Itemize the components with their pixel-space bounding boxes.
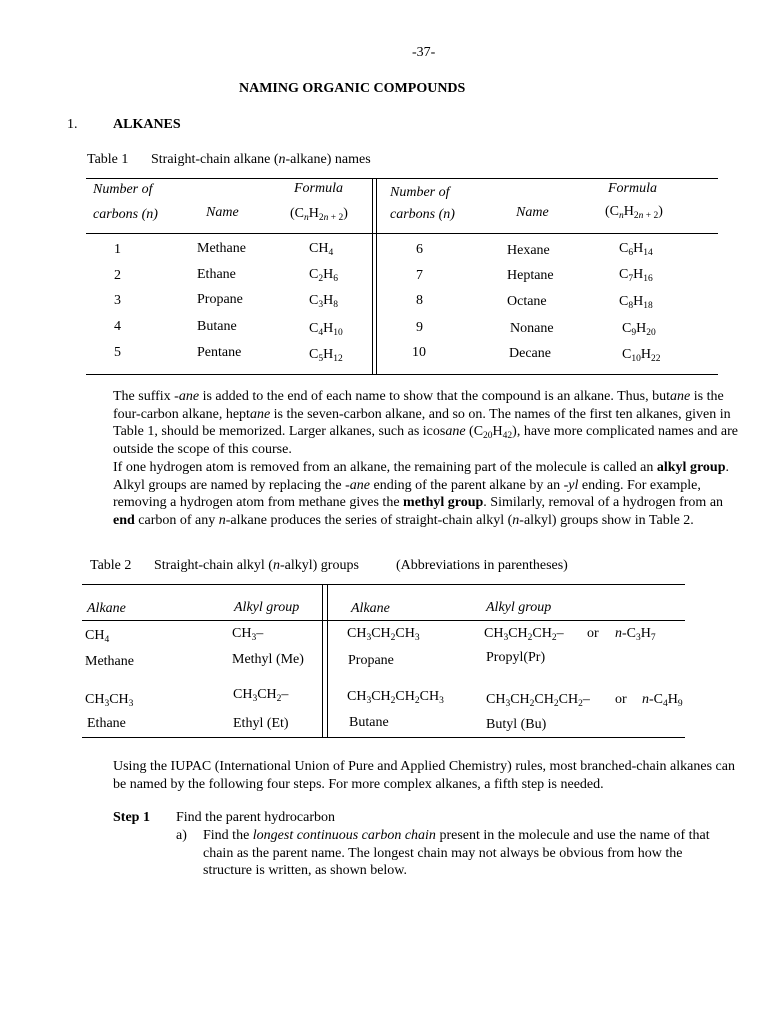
t1-n: 4	[114, 319, 121, 334]
t1-name: Octane	[507, 294, 547, 309]
table1-bottom-rule	[86, 374, 718, 375]
t2-methyl-name: Methyl (Me)	[232, 652, 304, 667]
t1-name: Propane	[197, 292, 243, 307]
table1-divider-2	[376, 178, 377, 374]
t1-name: Hexane	[507, 243, 550, 258]
section-title: ALKANES	[113, 117, 181, 132]
t1-head-name-r: Name	[516, 205, 549, 220]
t1-name: Heptane	[507, 268, 554, 283]
t2-propane-name: Propane	[348, 653, 394, 668]
t1-name: Methane	[197, 241, 246, 256]
t1-formula: $CH_4$	[309, 241, 334, 258]
t2-propyl-alt: $n-C_3H_7$	[615, 626, 656, 643]
alkane-suffix-paragraph: The suffix -ane is added to the end of each name to show that the compound is an alkane. Thus, butane is the four-carbon alkane, heptane is the seven-carbon alkane, and so on. The names of the first ten alkanes, given in Table 1, should be memorized. Larger alkanes, such as icosane $(C_{20}H_{42})$, have more complicated names and are outside the scope of this course.	[113, 389, 739, 458]
t2-head-alkane-r: Alkane	[351, 601, 390, 616]
table2-bottom-rule	[82, 737, 685, 738]
t1-formula: $C_7H_{16}$	[619, 267, 653, 284]
t1-name: Decane	[509, 346, 551, 361]
table2-caption-n: n	[272, 558, 280, 573]
table2-caption-label: Table 2	[90, 558, 132, 573]
t1-formula: $C_8H_{18}$	[619, 294, 653, 311]
t1-formula: $C_9H_{20}$	[622, 321, 656, 338]
t2-head-alkane-l: Alkane	[87, 601, 126, 616]
table1-caption	[151, 152, 371, 168]
t1-name: Ethane	[197, 267, 236, 282]
t2-butyl-alt: $n-C_4H_9$	[642, 692, 683, 709]
t2-methane-formula: $CH_4$	[85, 628, 110, 645]
t1-name: Pentane	[197, 345, 242, 360]
t1-formula: $C_4H_{10}$	[309, 321, 343, 338]
t1-n: 6	[416, 242, 423, 257]
t1-name: Butane	[197, 319, 237, 334]
t2-propyl-name: Propyl(Pr)	[486, 650, 546, 665]
iupac-paragraph: Using the IUPAC (International Union of Pure and Applied Chemistry) rules, most branched-chain alkanes can be named by the following four steps. For more complex alkanes, a fifth step is needed.	[113, 759, 735, 792]
table2-caption-pre: Straight-chain alkyl (	[154, 558, 273, 573]
t1-formula: $C_6H_{14}$	[619, 241, 653, 258]
t1-n: 3	[114, 293, 121, 308]
table2-divider-1	[322, 584, 323, 737]
t1-n: 5	[114, 345, 121, 360]
table2-caption-post: -alkyl) groups	[279, 558, 359, 573]
step1-text: Find the parent hydrocarbon	[176, 810, 336, 825]
table1-caption-post: -alkane) names	[285, 152, 371, 167]
t2-ethane-formula: $CH_3CH_3$	[85, 692, 134, 709]
table2-divider-2	[327, 584, 328, 737]
t2-butyl-name: Butyl (Bu)	[486, 717, 547, 732]
step1a-text: Find the longest continuous carbon chain present in the molecule and use the name of that chain as the parent name. The longest chain may not always be obvious from how the structure is written, as shown below.	[203, 828, 710, 879]
t2-head-alkyl-l: Alkyl group	[234, 600, 300, 615]
step1a-label: a)	[176, 828, 187, 843]
t1-head-name-l: Name	[206, 205, 239, 220]
table2-caption	[154, 558, 359, 574]
t1-formula: $C_{10}H_{22}$	[622, 347, 661, 364]
body-paragraph-1	[113, 388, 738, 530]
t1-formula: $C_3H_8$	[309, 293, 338, 310]
t2-butyl-or: or	[615, 692, 627, 707]
t2-butane-formula: $CH_3CH_2CH_2CH_3$	[347, 689, 444, 706]
t1-n: 8	[416, 293, 423, 308]
t2-methyl-formula: $CH_3-$	[232, 626, 264, 643]
t2-ethane-name: Ethane	[87, 716, 126, 731]
t1-head-formula-r: Formula	[608, 181, 657, 196]
t1-head-formula-l: Formula	[294, 181, 343, 196]
t1-head-general-formula-r: $(C_nH_{2n + 2})$	[605, 204, 663, 221]
t2-methane-name: Methane	[85, 654, 134, 669]
t2-butyl-formula: $CH_3CH_2CH_2CH_2-$	[486, 692, 590, 709]
t1-formula: $C_5H_{12}$	[309, 347, 343, 364]
t2-ethyl-formula: $CH_3CH_2-$	[233, 687, 289, 704]
table1-caption-label: Table 1	[87, 152, 129, 167]
page-number: -37-	[412, 45, 436, 60]
t2-ethyl-name: Ethyl (Et)	[233, 716, 289, 731]
t1-n: 2	[114, 268, 121, 283]
t2-butane-name: Butane	[349, 715, 389, 730]
table2-caption-note: (Abbreviations in parentheses)	[396, 558, 568, 573]
t1-head-num-l2: carbons (n)	[93, 207, 158, 222]
section-number: 1.	[67, 117, 78, 132]
t1-n: 7	[416, 268, 423, 283]
step1-label: Step 1	[113, 810, 150, 825]
alkyl-group-paragraph: If one hydrogen atom is removed from an alkane, the remaining part of the molecule is called an alkyl group. Alkyl groups are named by replacing the -ane ending of the parent alkane by an -yl ending. For example, removing a hydrogen atom from methane gives the methyl group. Similarly, removal of a hydrogen from an end carbon of any n-alkane produces the series of straight-chain alkyl (n-alkyl) groups show in Table 2.	[113, 459, 729, 528]
t2-propane-formula: $CH_3CH_2CH_3$	[347, 626, 420, 643]
table2-top-rule	[82, 584, 685, 585]
t2-head-alkyl-r: Alkyl group	[486, 600, 552, 615]
t1-n: 10	[412, 345, 426, 360]
t1-n: 1	[114, 242, 121, 257]
t1-head-num-r1: Number of	[390, 185, 450, 200]
table1-caption-n: n	[278, 152, 286, 167]
t1-head-num-r2: carbons (n)	[390, 207, 455, 222]
t1-head-num-l1: Number of	[93, 182, 153, 197]
t2-propyl-formula: $CH_3CH_2CH_2-$	[484, 626, 564, 643]
t1-formula: $C_2H_6$	[309, 267, 338, 284]
table1-top-rule	[86, 178, 718, 179]
table1-caption-pre: Straight-chain alkane (	[151, 152, 279, 167]
table2-header-rule	[82, 620, 685, 621]
table1-header-rule	[86, 233, 718, 234]
table1-divider-1	[372, 178, 373, 374]
page-title: NAMING ORGANIC COMPOUNDS	[239, 81, 466, 96]
t1-head-general-formula-l: $(C_nH_{2n + 2})$	[290, 206, 348, 223]
t1-n: 9	[416, 320, 423, 335]
t1-name: Nonane	[510, 321, 554, 336]
t2-propyl-or: or	[587, 626, 599, 641]
